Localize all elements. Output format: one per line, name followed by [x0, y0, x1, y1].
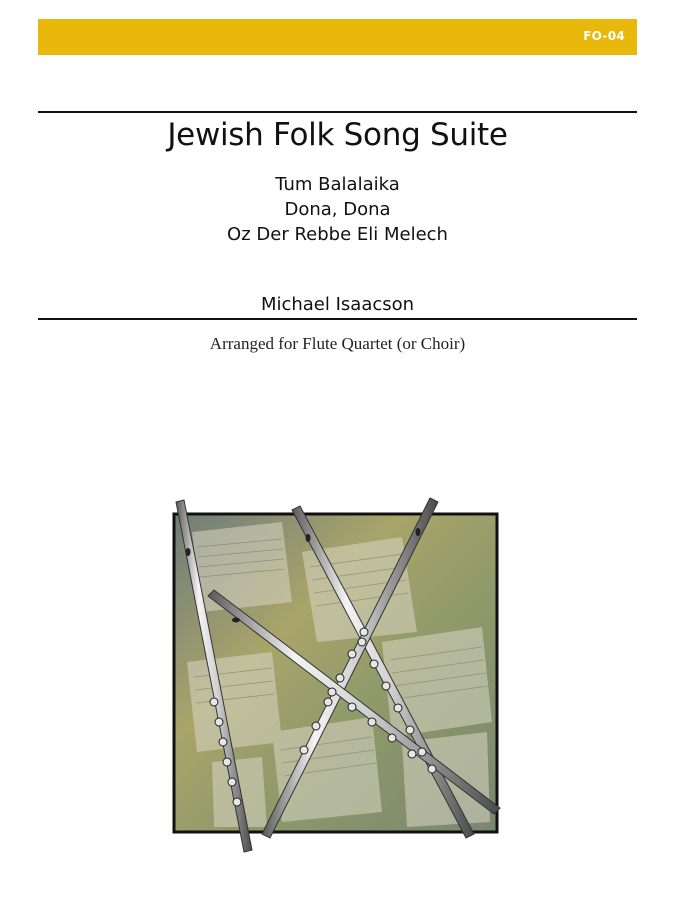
cover-title: Jewish Folk Song Suite	[167, 117, 508, 153]
header-bar	[38, 19, 637, 55]
catalog-code: FO-04	[583, 29, 625, 43]
arrangement-note: Arranged for Flute Quartet (or Choir)	[209, 334, 466, 353]
top-rule	[38, 111, 637, 113]
song-list	[0, 172, 675, 247]
song-title: Tum Balalaika	[275, 174, 400, 195]
composer-name: Michael Isaacson	[260, 294, 415, 315]
cover-artwork	[152, 492, 522, 860]
song-title: Oz Der Rebbe Eli Melech	[227, 224, 448, 245]
bottom-rule	[38, 318, 637, 320]
song-title: Dona, Dona	[284, 199, 391, 220]
crossed-flutes-over-sheet-music-icon	[152, 492, 522, 860]
